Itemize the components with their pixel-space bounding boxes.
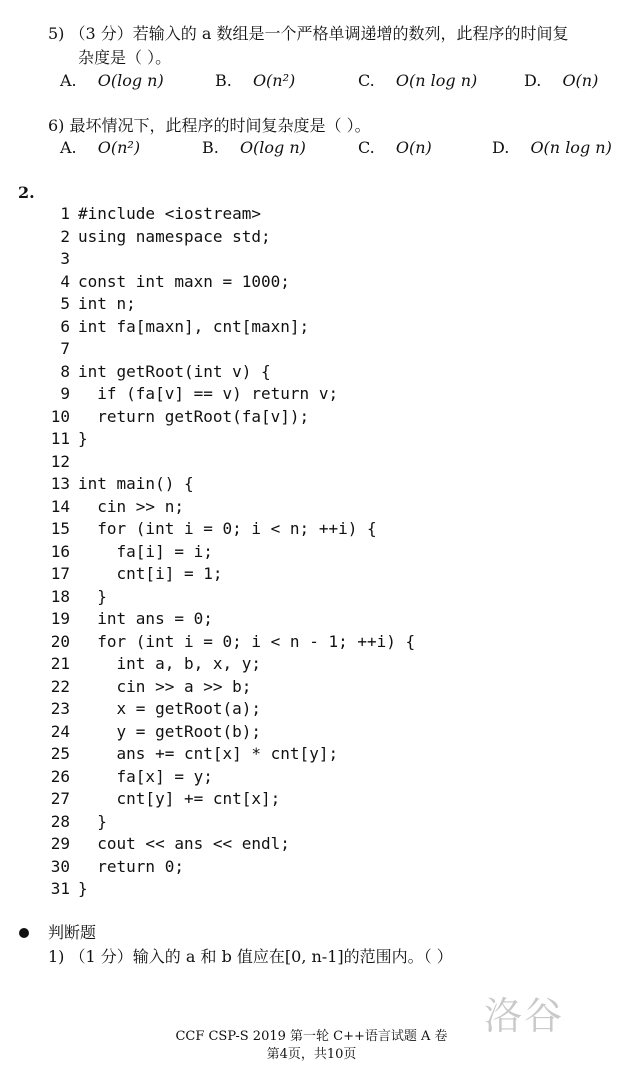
code-line — [48, 811, 107, 833]
code-line — [48, 361, 271, 383]
option-text: O(n log n) — [530, 138, 612, 157]
line-number: 11 — [50, 429, 70, 448]
line-number: 23 — [50, 699, 70, 718]
line-number: 10 — [50, 406, 70, 426]
code-line — [48, 563, 223, 585]
code-line — [48, 788, 280, 810]
code-line — [48, 766, 213, 788]
code-line — [48, 203, 261, 225]
line-number: 19 — [50, 609, 70, 628]
line-number: 8 — [60, 361, 70, 381]
code-text: x = getRoot(a); — [78, 699, 262, 718]
option-key: D. — [492, 138, 510, 157]
code-text: int fa[maxn], cnt[maxn]; — [78, 316, 310, 336]
line-number: 2 — [60, 226, 70, 246]
q6-line1: 6) 最坏情况下，此程序的时间复杂度是（ ）。 — [48, 116, 371, 135]
code-text: } — [78, 811, 107, 831]
judge-item-1: 1) （1 分）输入的 a 和 b 值应在[0, n-1]的范围内。（ ） — [48, 947, 453, 966]
line-number: 4 — [60, 271, 70, 291]
code-line — [48, 698, 261, 720]
code-line — [48, 406, 309, 428]
code-text: for (int i = 0; i < n; ++i) { — [78, 519, 377, 538]
line-number: 21 — [50, 654, 70, 673]
code-text: cin >> a >> b; — [78, 676, 252, 696]
line-number: 29 — [50, 834, 70, 853]
code-line — [48, 856, 184, 878]
line-number: 18 — [50, 586, 70, 606]
code-line — [48, 428, 88, 450]
code-text: } — [78, 429, 88, 448]
line-number: 27 — [50, 789, 70, 808]
option-text: O(n) — [562, 71, 599, 90]
option-key: A. — [60, 71, 77, 90]
option-text: O(n²) — [97, 138, 141, 157]
code-text: int ans = 0; — [78, 609, 213, 628]
code-text: } — [78, 586, 107, 606]
footer-page: 第4页，共10页 — [266, 1047, 357, 1062]
line-number: 17 — [50, 564, 70, 583]
option-key: C. — [358, 138, 375, 157]
option-key: D. — [524, 71, 542, 90]
line-number: 31 — [50, 879, 70, 898]
code-text: if (fa[v] == v) return v; — [78, 384, 339, 403]
q6-option-b — [202, 137, 306, 159]
code-text: } — [78, 879, 88, 898]
line-number: 3 — [60, 249, 70, 268]
judge-heading: 判断题 — [48, 923, 97, 942]
q5-option-d — [524, 70, 598, 92]
line-number: 9 — [60, 384, 70, 403]
option-key: A. — [60, 138, 77, 157]
code-line — [48, 293, 136, 315]
option-key: C. — [358, 71, 375, 90]
q5-line2: 杂度是（ ）。 — [78, 48, 172, 67]
option-text: O(n) — [395, 138, 432, 157]
line-number: 15 — [50, 519, 70, 538]
line-number: 16 — [50, 541, 70, 561]
line-number: 5 — [60, 294, 70, 313]
q5-option-a — [60, 70, 164, 92]
line-number: 14 — [50, 496, 70, 516]
code-line — [48, 608, 213, 630]
code-text: int a, b, x, y; — [78, 654, 262, 673]
q6-option-d — [492, 137, 612, 159]
code-text: fa[i] = i; — [78, 541, 213, 561]
q5-option-b — [215, 70, 295, 92]
code-text: int getRoot(int v) { — [78, 361, 271, 381]
line-number: 25 — [50, 744, 70, 763]
code-text: using namespace std; — [78, 226, 271, 246]
line-number: 7 — [60, 339, 70, 358]
option-key: B. — [215, 71, 232, 90]
line-number: 24 — [50, 721, 70, 741]
line-number: 22 — [50, 676, 70, 696]
option-text: O(n log n) — [395, 71, 478, 90]
code-text: const int maxn = 1000; — [78, 271, 290, 291]
line-number: 13 — [50, 474, 70, 493]
code-line — [48, 653, 261, 675]
line-number: 12 — [50, 451, 70, 471]
line-number: 28 — [50, 811, 70, 831]
option-key: B. — [202, 138, 219, 157]
code-line — [48, 248, 78, 270]
code-text: for (int i = 0; i < n - 1; ++i) { — [78, 631, 416, 651]
option-text: O(n²) — [252, 71, 296, 90]
watermark-logo: 洛谷 — [484, 994, 565, 1038]
code-text: cnt[i] = 1; — [78, 564, 223, 583]
q6-option-a — [60, 137, 140, 159]
code-line — [48, 586, 107, 608]
q6-option-c — [358, 137, 432, 159]
code-text: ans += cnt[x] * cnt[y]; — [78, 744, 339, 763]
code-line — [48, 383, 338, 405]
code-line — [48, 676, 251, 698]
code-line — [48, 316, 309, 338]
code-line — [48, 833, 290, 855]
footer-title: CCF CSP-S 2019 第一轮 C++语言试题 A 卷 — [175, 1029, 448, 1044]
code-text: return 0; — [78, 856, 184, 876]
code-line — [48, 878, 88, 900]
code-line — [48, 451, 78, 473]
code-line — [48, 473, 194, 495]
code-line — [48, 518, 377, 540]
code-text: int n; — [78, 294, 136, 313]
option-text: O(log n) — [239, 138, 306, 157]
code-text: return getRoot(fa[v]); — [78, 406, 310, 426]
q5-line1: 5) （3 分）若输入的 a 数组是一个严格单调递增的数列，此程序的时间复 — [48, 24, 569, 43]
line-number: 30 — [50, 856, 70, 876]
line-number: 6 — [60, 316, 70, 336]
code-line — [48, 743, 338, 765]
q5-option-c — [358, 70, 477, 92]
code-text: cin >> n; — [78, 496, 184, 516]
line-number: 20 — [50, 631, 70, 651]
section-2-label: 2. — [18, 183, 35, 202]
code-text: #include <iostream> — [78, 204, 262, 223]
code-text: y = getRoot(b); — [78, 721, 262, 741]
code-line — [48, 271, 290, 293]
code-line — [48, 496, 184, 518]
code-text: fa[x] = y; — [78, 766, 213, 786]
bullet-icon — [19, 928, 29, 938]
code-line — [48, 631, 415, 653]
code-line — [48, 226, 271, 248]
code-text: cout << ans << endl; — [78, 834, 290, 853]
code-text: cnt[y] += cnt[x]; — [78, 789, 281, 808]
line-number: 26 — [50, 766, 70, 786]
line-number: 1 — [60, 204, 70, 223]
code-line — [48, 541, 213, 563]
option-text: O(log n) — [97, 71, 164, 90]
code-line — [48, 721, 261, 743]
code-line — [48, 338, 78, 360]
code-text: int main() { — [78, 474, 194, 493]
